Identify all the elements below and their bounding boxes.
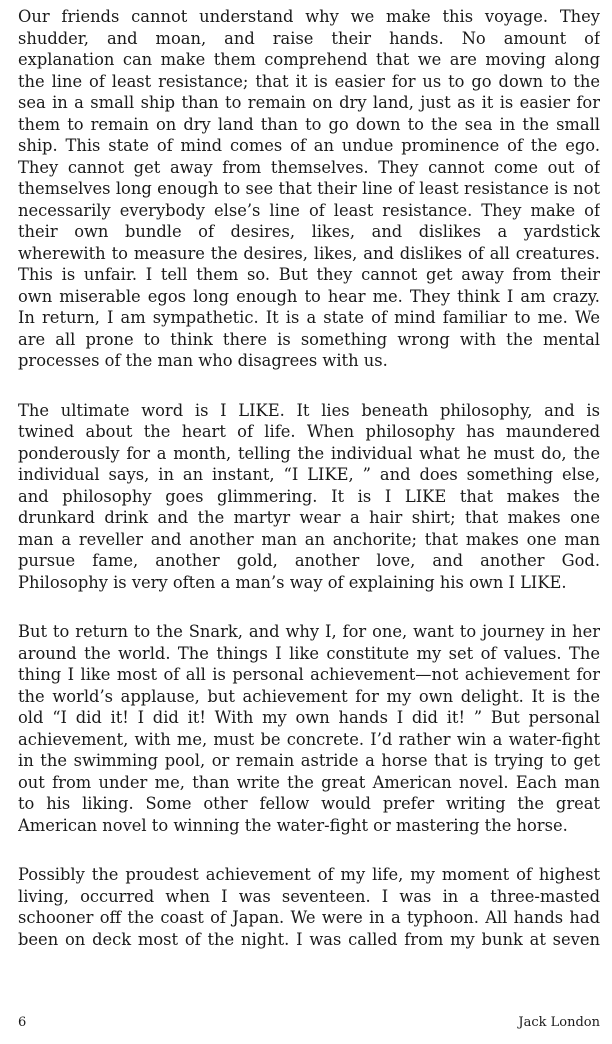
text-line: twined about the heart of life. When philosophy has maundered [18, 422, 600, 441]
text-line: They cannot get away from themselves. They cannot come out of [18, 157, 600, 177]
text-line: own miserable egos long enough to hear me. They think I am crazy. [18, 286, 600, 306]
paragraph-4 [18, 864, 600, 950]
text-line: themselves long enough to see that their line of least resistance is not [18, 179, 600, 198]
text-line: explanation can make them comprehend that we are moving along [18, 50, 600, 69]
text-line: schooner off the coast of Japan. We were in a typhoon. All hands had [18, 908, 600, 927]
text-line: are all prone to think there is something wrong with the mental [18, 329, 600, 349]
text-line: ship. This state of mind comes of an undue prominence of the ego. [18, 136, 600, 155]
text-line: man a reveller and another man an anchorite; that makes one man [18, 529, 600, 549]
text-line: to his liking. Some other fellow would prefer writing the great [18, 794, 600, 813]
page-footer [18, 1014, 600, 1032]
text-line: sea in a small ship than to remain on dry land, just as it is easier for [18, 93, 600, 112]
running-head-author: Jack London [518, 1015, 600, 1030]
text-line: But to return to the Snark, and why I, for one, want to journey in her [18, 622, 600, 641]
text-line: shudder, and moan, and raise their hands. No amount of [18, 28, 600, 48]
text-line: drunkard drink and the martyr wear a hair shirt; that makes one [18, 508, 600, 527]
text-line: Our friends cannot understand why we make this voyage. They [18, 7, 600, 26]
text-line: thing I like most of all is personal achievement—not achievement for [18, 665, 600, 684]
paragraph-1 [18, 6, 600, 372]
text-line: the line of least resistance; that it is easier for us to go down to the [18, 71, 600, 91]
text-line: their own bundle of desires, likes, and dislikes a yardstick [18, 222, 600, 241]
text-line: wherewith to measure the desires, likes, and dislikes of all creatures. [18, 243, 600, 263]
text-line: Philosophy is very often a man’s way of explaining his own I LIKE. [18, 572, 567, 592]
text-line: them to remain on dry land than to go down to the sea in the small [18, 114, 600, 134]
text-line: living, occurred when I was seventeen. I was in a three-masted [18, 886, 600, 906]
text-line: necessarily everybody else’s line of least resistance. They make of [18, 200, 600, 220]
text-line: American novel to winning the water-fight or mastering the horse. [18, 815, 568, 835]
text-line: and philosophy goes glimmering. It is I LIKE that makes the [18, 486, 600, 506]
page-number: 6 [18, 1015, 27, 1030]
text-line: processes of the man who disagrees with us. [18, 351, 388, 370]
text-line: achievement, with me, must be concrete. I’d rather win a water-fight [18, 729, 600, 749]
text-line: Possibly the proudest achievement of my life, my moment of highest [18, 865, 600, 884]
page-body [18, 6, 600, 978]
text-line: ponderously for a month, telling the individual what he must do, the [18, 443, 600, 463]
text-line: individual says, in an instant, “I LIKE, ” and does something else, [18, 465, 600, 484]
text-line: been on deck most of the night. I was called from my bunk at seven [18, 929, 600, 949]
text-line: the world’s applause, but achievement for my own delight. It is the [18, 686, 600, 706]
text-line: out from under me, than write the great American novel. Each man [18, 772, 600, 792]
paragraph-3 [18, 621, 600, 836]
text-line: pursue fame, another gold, another love, and another God. [18, 551, 600, 570]
text-line: in the swimming pool, or remain astride a horse that is trying to get [18, 751, 600, 770]
text-line: old “I did it! I did it! With my own hands I did it! ” But personal [18, 708, 600, 727]
text-line: In return, I am sympathetic. It is a state of mind familiar to me. We [18, 308, 600, 327]
text-line: This is unfair. I tell them so. But they cannot get away from their [18, 265, 600, 284]
text-line: The ultimate word is I LIKE. It lies beneath philosophy, and is [18, 400, 600, 420]
paragraph-2 [18, 400, 600, 594]
text-line: around the world. The things I like constitute my set of values. The [18, 643, 600, 663]
